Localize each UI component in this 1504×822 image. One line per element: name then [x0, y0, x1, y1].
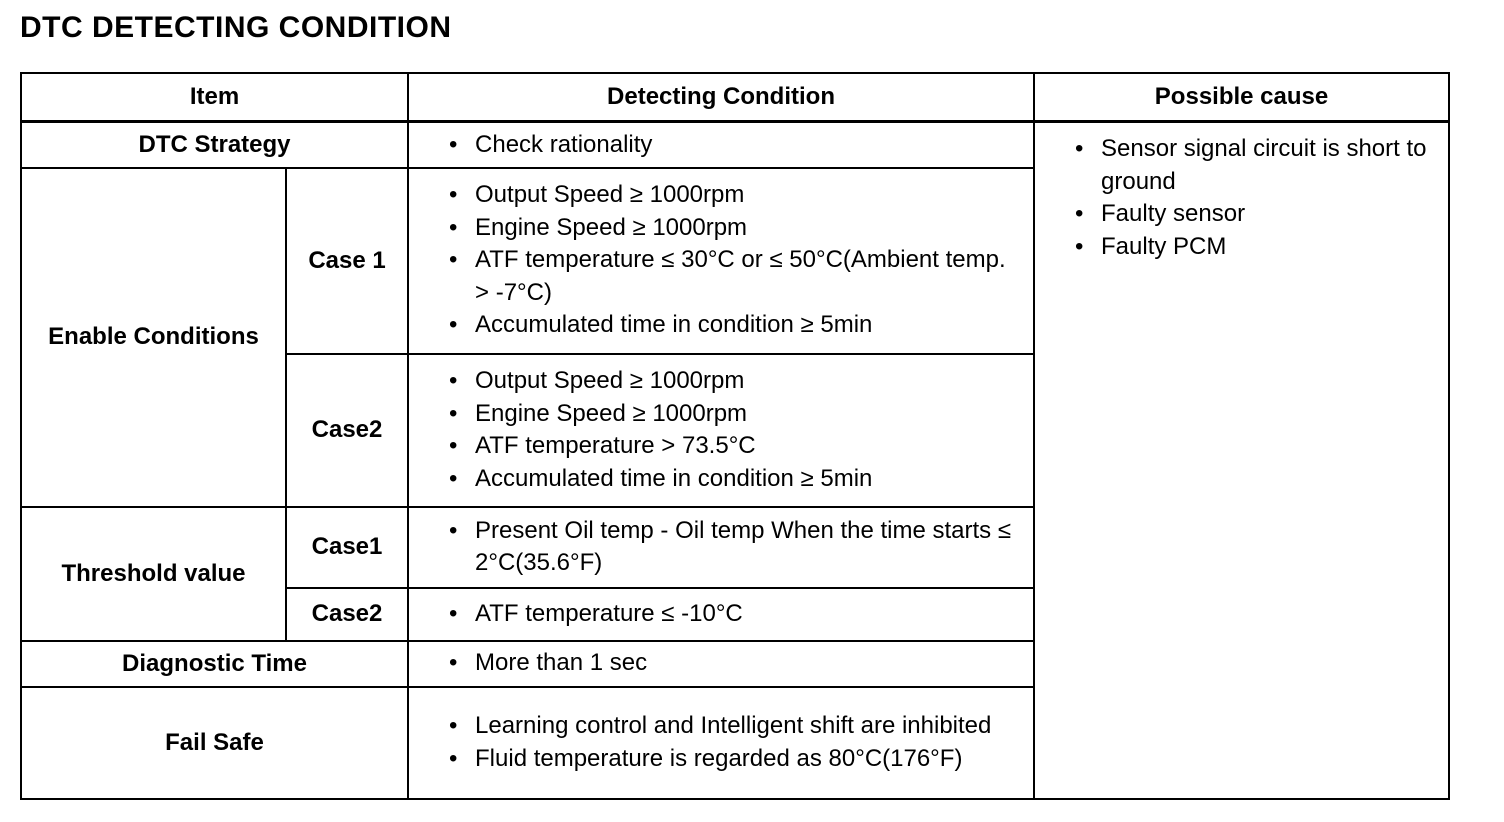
enable-case1-label: Case 1	[286, 168, 408, 354]
condition-item: • More than 1 sec	[445, 647, 1025, 680]
condition-item: • ATF temperature ≤ 30°C or ≤ 50°C(Ambient temp. > -7°C)	[445, 244, 1025, 309]
condition-item: • ATF temperature > 73.5°C	[445, 430, 1025, 463]
header-row	[21, 73, 1449, 122]
page-title: DTC DETECTING CONDITION	[20, 11, 452, 44]
header-item: Item	[21, 73, 408, 122]
condition-item: • Check rationality	[445, 129, 1025, 162]
enable-case2-conditions	[408, 354, 1034, 507]
cause-item: • Sensor signal circuit is short to ground	[1071, 133, 1440, 198]
threshold-value-label: Threshold value	[21, 507, 286, 641]
threshold-case1-label: Case1	[286, 507, 408, 588]
cause-item: • Faulty sensor	[1071, 198, 1440, 231]
row-dtc-strategy	[21, 122, 1449, 168]
threshold-case2-label: Case2	[286, 588, 408, 641]
condition-item: • Engine Speed ≥ 1000rpm	[445, 212, 1025, 245]
dtc-strategy-label: DTC Strategy	[21, 122, 408, 168]
diagnostic-time-conditions	[408, 641, 1034, 687]
condition-item: • Present Oil temp - Oil temp When the time starts ≤ 2°C(35.6°F)	[445, 515, 1025, 580]
fail-safe-conditions	[408, 687, 1034, 799]
possible-cause-cell	[1034, 122, 1449, 799]
diagnostic-time-label: Diagnostic Time	[21, 641, 408, 687]
threshold-case1-conditions	[408, 507, 1034, 588]
condition-item: • Fluid temperature is regarded as 80°C(176°F)	[445, 743, 1025, 776]
condition-item: • Output Speed ≥ 1000rpm	[445, 365, 1025, 398]
header-possible-cause: Possible cause	[1034, 73, 1449, 122]
condition-item: • Output Speed ≥ 1000rpm	[445, 179, 1025, 212]
dtc-strategy-conditions	[408, 122, 1034, 168]
cause-item: • Faulty PCM	[1071, 231, 1440, 264]
condition-item: • Accumulated time in condition ≥ 5min	[445, 463, 1025, 496]
header-detecting-condition: Detecting Condition	[408, 73, 1034, 122]
fail-safe-label: Fail Safe	[21, 687, 408, 799]
enable-case2-label: Case2	[286, 354, 408, 507]
enable-conditions-label: Enable Conditions	[21, 168, 286, 507]
condition-item: • Engine Speed ≥ 1000rpm	[445, 398, 1025, 431]
enable-case1-conditions	[408, 168, 1034, 354]
condition-item: • Learning control and Intelligent shift are inhibited	[445, 710, 1025, 743]
condition-item: • Accumulated time in condition ≥ 5min	[445, 309, 1025, 342]
dtc-condition-table	[20, 72, 1450, 800]
threshold-case2-conditions	[408, 588, 1034, 641]
condition-item: • ATF temperature ≤ -10°C	[445, 598, 1025, 631]
